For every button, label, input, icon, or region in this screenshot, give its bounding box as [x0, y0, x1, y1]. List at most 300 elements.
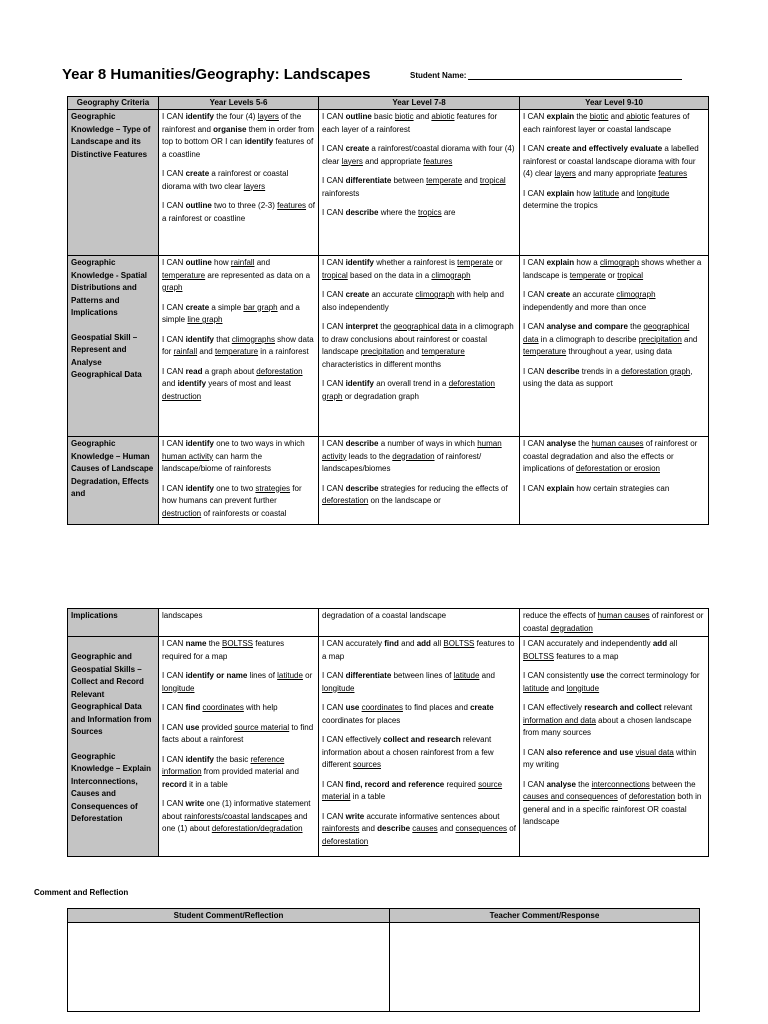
- criteria-label: Geographic and Geospatial Skills – Collect and Record Relevant Geographical Data and Information from Sources: [71, 652, 152, 736]
- page-title: Year 8 Humanities/Geography: Landscapes: [62, 66, 371, 83]
- text-run: lines of: [247, 671, 278, 680]
- text-run: the: [206, 639, 223, 648]
- key-term: tropical: [479, 176, 506, 185]
- key-verb: use: [345, 703, 360, 712]
- criteria-label: Geographic Knowledge - Spatial Distributions and Patterns and Implications: [71, 258, 148, 317]
- criterion-statement: [322, 779, 516, 804]
- key-term: BOLTSS: [222, 639, 254, 648]
- text-run: of rainforest or coastal: [523, 611, 704, 633]
- key-verb: identify: [185, 334, 215, 344]
- criterion-statement: [162, 302, 315, 327]
- criterion-statement: [162, 610, 315, 623]
- key-term: temperature: [162, 270, 206, 280]
- criterion-statement: [322, 638, 516, 663]
- key-term: features: [658, 169, 688, 178]
- key-term: causes and consequences: [523, 792, 618, 801]
- key-term: layers: [341, 156, 363, 166]
- text-run: I CAN: [322, 290, 346, 299]
- text-run: the: [627, 322, 644, 331]
- rubric-row: [68, 637, 709, 857]
- text-run: I CAN: [523, 112, 547, 121]
- key-term: temperate: [569, 270, 606, 280]
- text-run: in a table: [350, 792, 386, 801]
- key-verb: differentiate: [345, 176, 392, 185]
- key-verb: research and collect: [584, 703, 662, 712]
- key-verb: create: [546, 290, 571, 299]
- criterion-statement: [523, 610, 705, 635]
- text-run: and one (1) about: [162, 811, 308, 833]
- text-run: on the landscape or: [368, 496, 441, 505]
- key-term: layers: [243, 181, 266, 191]
- key-term: coordinates: [361, 703, 403, 712]
- key-term: deforestation: [628, 792, 676, 801]
- text-run: I CAN effectively: [322, 735, 384, 744]
- student-comment-header: Student Comment/Reflection: [68, 909, 390, 923]
- text-run: a simple: [209, 302, 244, 312]
- key-verb: create and effectively evaluate: [546, 144, 663, 153]
- key-verb: create: [345, 290, 370, 299]
- key-verb: identify: [185, 439, 215, 448]
- key-term: temperature: [214, 347, 259, 356]
- key-verb: create: [470, 703, 494, 712]
- level-cell: [520, 256, 709, 437]
- text-run: one to two ways in which: [214, 439, 305, 448]
- text-run: accurate informative sentences about: [364, 811, 500, 821]
- text-run: I CAN: [322, 379, 346, 388]
- text-run: strategies for reducing the effects of: [378, 483, 508, 493]
- text-run: and: [403, 347, 422, 356]
- key-term: BOLTSS: [523, 651, 554, 661]
- text-run: trends in a: [579, 366, 622, 376]
- header-level-7-8: Year Level 7-8: [319, 97, 520, 110]
- text-run: whether a rainforest is: [374, 258, 458, 267]
- key-verb: analyse: [546, 779, 576, 789]
- text-run: I CAN: [322, 483, 346, 493]
- text-run: how a: [574, 258, 600, 267]
- criterion-statement: [523, 638, 705, 663]
- key-verb: find, record and reference: [345, 779, 445, 789]
- criterion-statement: [523, 483, 705, 496]
- text-run: and: [462, 176, 480, 185]
- criterion-statement: [523, 747, 705, 772]
- text-run: from provided material and: [201, 767, 299, 776]
- rubric-row: [68, 110, 709, 256]
- text-run: or: [302, 671, 313, 680]
- key-term: deforestation: [322, 496, 369, 505]
- student-name-label: Student Name:: [410, 71, 467, 80]
- text-run: features of a coastline: [162, 137, 314, 159]
- criterion-statement: [322, 289, 516, 314]
- text-run: I CAN: [523, 483, 547, 493]
- key-term: abiotic: [431, 112, 455, 121]
- text-run: are represented as data on a: [205, 270, 311, 280]
- criterion-statement: [162, 366, 315, 404]
- text-run: I CAN: [322, 779, 346, 789]
- rubric-header-row: [68, 97, 709, 110]
- key-verb: identify: [345, 258, 375, 267]
- text-run: two to three (2-3): [211, 201, 278, 210]
- key-term: human causes: [597, 611, 650, 620]
- header-level-5-6: Year Levels 5-6: [159, 97, 319, 110]
- text-run: and: [548, 683, 567, 693]
- text-run: based on the data in a: [347, 270, 432, 280]
- text-run: features required for a map: [162, 639, 285, 661]
- key-term: degradation: [392, 451, 435, 461]
- key-term: tropics: [418, 208, 442, 217]
- criteria-cell: [68, 637, 159, 857]
- criterion-statement: [322, 378, 516, 403]
- key-term: destruction: [162, 508, 202, 518]
- text-run: relevant information about a chosen rainforest from a few different: [322, 735, 494, 769]
- key-term: bar graph: [243, 302, 278, 312]
- text-run: I CAN: [523, 144, 547, 153]
- criterion-statement: [523, 438, 705, 476]
- key-term: climographs: [231, 334, 275, 344]
- text-run: one to two: [214, 483, 256, 493]
- key-verb: find: [185, 703, 201, 712]
- criterion-statement: [162, 257, 315, 295]
- criteria-cell: [68, 437, 159, 525]
- text-run: and: [479, 671, 495, 680]
- key-verb: outline: [185, 201, 212, 210]
- criterion-statement: [322, 702, 516, 727]
- level-cell: [520, 110, 709, 256]
- text-run: a number of ways in which: [378, 439, 478, 448]
- key-verb: identify: [244, 137, 274, 146]
- key-term: climograph: [415, 290, 455, 299]
- key-verb: describe: [546, 366, 580, 376]
- key-term: coordinates: [202, 703, 244, 712]
- criterion-statement: [162, 111, 315, 161]
- key-verb: explain: [546, 483, 575, 493]
- text-run: I CAN: [162, 754, 186, 764]
- criterion-statement: [322, 207, 516, 220]
- student-name-field[interactable]: [410, 71, 682, 80]
- text-run: an overall trend in a: [374, 379, 449, 388]
- criterion-statement: [322, 111, 516, 136]
- criteria-label: Geospatial Skill – Represent and Analyse Geographical Data: [71, 332, 142, 379]
- text-run: I CAN: [523, 747, 547, 757]
- key-term: geographical data: [523, 322, 690, 344]
- rubric-table-bottom: [67, 608, 709, 857]
- criteria-label: Geographic Knowledge – Explain Interconnections, Causes and Consequences of Deforestation: [71, 751, 152, 823]
- student-comment-box[interactable]: [68, 923, 390, 1012]
- key-term: precipitation: [360, 347, 404, 356]
- criterion-statement: [162, 438, 315, 476]
- text-run: I CAN: [322, 439, 346, 448]
- criterion-statement: [523, 143, 705, 181]
- key-term: climograph: [599, 258, 640, 267]
- key-term: longitude: [162, 683, 195, 693]
- text-run: how certain strategies can: [574, 483, 670, 493]
- text-run: in a climograph to draw conclusions about rainforest or coastal landscape: [322, 322, 514, 356]
- key-verb: collect and research: [383, 735, 461, 744]
- text-run: I CAN: [162, 483, 186, 493]
- key-term: visual data: [635, 747, 674, 757]
- criterion-statement: [162, 798, 315, 836]
- text-run: and appropriate: [362, 156, 424, 166]
- key-verb: identify: [185, 754, 215, 764]
- criterion-statement: [322, 734, 516, 772]
- criterion-statement: [523, 257, 705, 282]
- level-cell: [520, 437, 709, 525]
- text-run: and many appropriate: [575, 169, 659, 178]
- text-run: independently and more than once: [523, 302, 647, 312]
- text-run: I CAN: [523, 366, 547, 376]
- rubric-row: [68, 256, 709, 437]
- criterion-statement: [322, 257, 516, 282]
- text-run: I CAN: [322, 144, 346, 153]
- key-term: destruction: [162, 391, 202, 401]
- text-run: rainforests: [322, 188, 360, 198]
- text-run: and: [197, 347, 215, 356]
- text-run: degradation of a coastal landscape: [322, 611, 447, 620]
- text-run: in a climograph to describe: [538, 334, 639, 344]
- text-run: features to a map: [322, 639, 515, 661]
- text-run: an accurate: [570, 290, 617, 299]
- criterion-statement: [322, 143, 516, 168]
- text-run: I CAN: [523, 779, 547, 789]
- text-run: for how humans can prevent further: [162, 483, 302, 505]
- text-run: of: [617, 792, 629, 801]
- key-term: layers: [257, 112, 279, 121]
- key-term: human causes: [591, 439, 644, 448]
- text-run: between: [391, 176, 427, 185]
- key-term: climograph: [616, 290, 656, 299]
- level-cell: [159, 110, 319, 256]
- key-verb: identify: [185, 483, 215, 493]
- key-verb: write: [185, 799, 205, 808]
- key-term: deforestation or erosion: [575, 464, 660, 473]
- key-term: consequences: [455, 824, 508, 833]
- criteria-label: Geographic Knowledge – Human Causes of Landscape Degradation, Effects and: [71, 439, 154, 498]
- text-run: I CAN: [162, 722, 186, 732]
- criterion-statement: [162, 722, 315, 747]
- header-criteria: Geography Criteria: [68, 97, 159, 110]
- key-term: features: [423, 156, 453, 166]
- text-run: or: [605, 270, 618, 280]
- criterion-statement: [162, 334, 315, 359]
- key-verb: find: [384, 639, 399, 648]
- key-verb: differentiate: [345, 671, 392, 680]
- text-run: where the: [378, 208, 419, 217]
- criterion-statement: [523, 289, 705, 314]
- key-term: reference information: [162, 754, 285, 776]
- key-term: precipitation: [638, 334, 682, 344]
- text-run: and: [162, 379, 178, 388]
- text-run: and: [681, 334, 698, 344]
- criterion-statement: [523, 702, 705, 740]
- key-verb: use: [590, 671, 605, 680]
- criteria-label: Geographic Knowledge – Type of Landscape and its Distinctive Features: [71, 112, 151, 159]
- level-cell: [520, 637, 709, 857]
- criterion-statement: [322, 610, 516, 623]
- key-verb: also reference and use: [546, 747, 634, 757]
- page-header: [62, 66, 712, 88]
- key-term: tropical: [322, 270, 348, 280]
- text-run: of the rainforest and: [162, 112, 302, 134]
- key-term: abiotic: [626, 112, 650, 121]
- text-run: features of each rainforest layer or coastal landscape: [523, 112, 690, 134]
- key-term: latitude: [523, 683, 549, 693]
- teacher-comment-header: Teacher Comment/Response: [390, 909, 700, 923]
- text-run: I CAN: [322, 176, 346, 185]
- key-verb: outline: [185, 258, 212, 267]
- text-run: a rainforest or coastal diorama with two clear: [162, 169, 289, 191]
- text-run: shows whether a landscape is: [523, 258, 702, 280]
- key-verb: analyse and compare: [546, 322, 628, 331]
- level-cell: [319, 110, 520, 256]
- criterion-statement: [523, 366, 705, 391]
- key-verb: identify: [345, 379, 375, 388]
- key-term: rainforests: [322, 824, 360, 833]
- text-run: the: [575, 439, 592, 448]
- key-term: longitude: [322, 683, 355, 693]
- key-verb: use: [185, 722, 200, 732]
- text-run: with help and also independently: [322, 290, 504, 312]
- key-verb: explain: [546, 112, 575, 121]
- text-run: the four (4): [214, 112, 258, 121]
- text-run: I CAN: [162, 112, 186, 121]
- text-run: the: [378, 322, 394, 331]
- criteria-cell: [68, 110, 159, 256]
- key-term: rainforests/coastal landscapes: [184, 811, 292, 821]
- key-verb: describe: [377, 824, 411, 833]
- text-run: a labelled rainforest or coastal landscape diorama with four (4) clear: [523, 144, 699, 178]
- level-cell: [159, 256, 319, 437]
- text-run: are: [441, 208, 456, 217]
- key-term: rainfall: [230, 258, 255, 267]
- text-run: I CAN: [523, 439, 547, 448]
- teacher-comment-box[interactable]: [390, 923, 700, 1012]
- criterion-statement: [162, 702, 315, 715]
- key-term: strategies: [255, 483, 291, 493]
- level-cell: [159, 437, 319, 525]
- key-term: source material: [234, 722, 290, 732]
- criteria-cell: [68, 256, 159, 437]
- text-run: features for each layer of a rainforest: [322, 112, 498, 134]
- key-verb: identify: [185, 112, 215, 121]
- text-run: all: [430, 639, 444, 648]
- student-name-line[interactable]: [468, 71, 682, 80]
- criteria-label: Implications: [71, 611, 118, 620]
- text-run: determine the tropics: [523, 201, 598, 210]
- key-term: deforestation: [256, 366, 303, 376]
- key-verb: outline: [345, 112, 372, 121]
- text-run: can harm the landscape/biome of rainforests: [162, 451, 271, 473]
- text-run: I CAN: [322, 671, 346, 680]
- criterion-statement: [322, 483, 516, 508]
- criteria-cell: [68, 609, 159, 637]
- key-verb: explain: [546, 188, 575, 198]
- key-verb: create: [185, 169, 210, 178]
- text-run: I CAN: [523, 290, 547, 299]
- key-term: tropical: [617, 270, 644, 280]
- key-term: graph: [162, 283, 183, 292]
- key-term: temperature: [421, 347, 465, 356]
- level-cell: [319, 637, 520, 857]
- key-term: biotic: [394, 112, 414, 121]
- text-run: reduce the effects of: [523, 611, 598, 620]
- key-term: longitude: [566, 683, 600, 693]
- key-term: layers: [554, 169, 576, 178]
- text-run: and: [608, 112, 627, 121]
- text-run: them in order from top to bottom OR I can: [162, 124, 315, 146]
- key-term: human activity: [162, 451, 214, 461]
- text-run: an accurate: [369, 290, 416, 299]
- key-verb: interpret: [345, 322, 379, 331]
- text-run: I CAN: [322, 703, 346, 712]
- key-term: human activity: [322, 439, 502, 461]
- key-term: biotic: [589, 112, 609, 121]
- text-run: leads to the: [346, 451, 393, 461]
- key-term: latitude: [593, 188, 620, 198]
- text-run: a graph about: [202, 366, 257, 376]
- criterion-statement: [162, 670, 315, 695]
- criterion-statement: [523, 670, 705, 695]
- text-run: years of most and least: [206, 379, 291, 388]
- criterion-statement: [162, 754, 315, 792]
- text-run: I CAN: [322, 811, 346, 821]
- key-term: causes: [412, 824, 438, 833]
- key-verb: identify or name: [185, 671, 248, 680]
- text-run: and: [437, 824, 456, 833]
- text-run: I CAN: [162, 334, 186, 344]
- text-run: of a rainforest or coastline: [162, 201, 315, 223]
- text-run: of rainforests or coastal: [201, 508, 287, 518]
- key-verb: create: [185, 302, 210, 312]
- text-run: in a rainforest: [258, 347, 309, 356]
- key-term: deforestation graph: [322, 379, 495, 401]
- key-term: latitude: [453, 671, 480, 680]
- criterion-statement: [523, 779, 705, 829]
- key-verb: name: [185, 639, 207, 648]
- key-term: deforestation graph: [621, 366, 691, 376]
- text-run: the: [575, 779, 592, 789]
- criterion-statement: [322, 175, 516, 200]
- text-run: I CAN: [162, 703, 186, 712]
- level-cell: [319, 609, 520, 637]
- text-run: characteristics in different months: [322, 359, 442, 369]
- text-run: of rainforest or coastal degradation and also the effects or implications of: [523, 439, 698, 473]
- text-run: throughout a year, using data: [566, 347, 672, 356]
- text-run: I CAN: [162, 302, 186, 312]
- criterion-statement: [162, 168, 315, 193]
- key-term: rainfall: [173, 347, 198, 356]
- text-run: I CAN: [322, 322, 346, 331]
- rubric-row: [68, 609, 709, 637]
- key-term: deforestation: [322, 836, 369, 846]
- criterion-statement: [162, 638, 315, 663]
- key-verb: explain: [546, 258, 575, 267]
- text-run: the: [574, 112, 590, 121]
- level-cell: [520, 609, 709, 637]
- text-run: I CAN: [162, 799, 186, 808]
- text-run: the basic: [214, 754, 251, 764]
- text-run: I CAN: [322, 258, 346, 267]
- text-run: and: [254, 258, 271, 267]
- text-run: I CAN: [162, 169, 186, 178]
- text-run: provided: [199, 722, 235, 732]
- text-run: to find places and: [402, 703, 471, 712]
- text-run: I CAN: [162, 439, 186, 448]
- criterion-statement: [162, 483, 315, 521]
- key-term: degradation: [550, 623, 593, 633]
- text-run: it in a table: [186, 779, 228, 789]
- text-run: or degradation graph: [342, 391, 419, 401]
- key-verb: read: [185, 366, 203, 376]
- criterion-statement: [322, 438, 516, 476]
